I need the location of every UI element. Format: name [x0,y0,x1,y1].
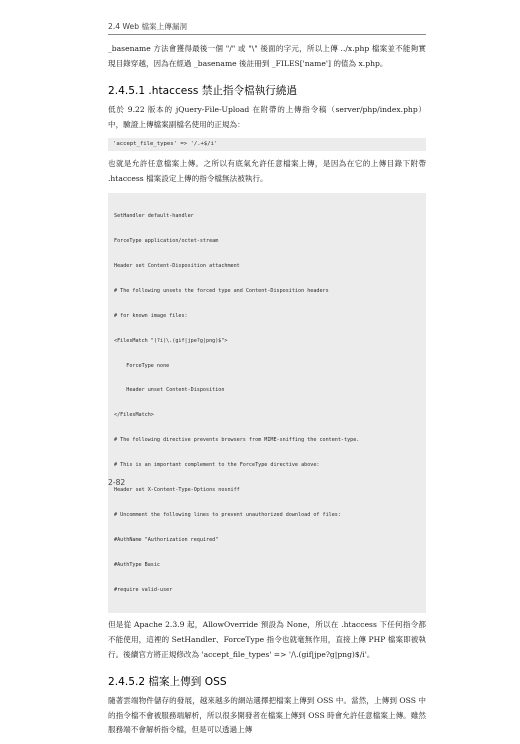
code-accept-file-types: 'accept_file_types' => '/.+$/i' [108,138,426,151]
code-line: #require valid-user [114,586,173,593]
code-line: # Uncomment the following lines to prevent unauthorized download of files: [114,511,341,518]
code-line: Header set Content-Disposition attachment [114,262,240,269]
code-line: </FilesMatch> [114,412,154,419]
code-line: Header set X-Content-Type-Options nosniff [114,486,240,493]
running-title: 2.4 Web 檔案上傳漏洞 [108,22,188,31]
page-number: 2-82 [108,478,126,487]
section-heading-oss: 2.4.5.2 檔案上傳到 OSS [108,676,227,689]
code-line: SetHandler default-handler [114,213,194,220]
paragraph-apache [108,618,426,662]
running-header [108,18,426,35]
section-heading-htaccess: 2.4.5.1 .htaccess 禁止指令檔執行繞過 [108,85,298,98]
paragraph-jquery-upload-text: 低於 9.22 版本的 jQuery-File-Upload 在附帶的上傳指令稿（server/php/index.php）中，驗證上傳檔案副檔名使用的正規為： [108,105,426,129]
code-line: #AuthType Basic [114,561,161,568]
page-body [108,42,426,744]
code-line: <FilesMatch "(?i)\.(gif|jpe?g|png)$"> [114,337,228,344]
code-line: ForceType application/octet-stream [114,238,219,245]
code-line: #AuthName "Authorization required" [114,536,219,543]
paragraph-any-upload [108,157,426,186]
code-line: # The following unsets the forced type and Content-Disposition headers [114,287,329,294]
paragraph-any-upload-text: 也就是允許任意檔案上傳。之所以有底氣允許任意檔案上傳，是因為在它的上傳目錄下附帶 .htaccess 檔案設定上傳的指令檔無法被執行。 [108,159,426,183]
paragraph-basename [108,42,426,71]
paragraph-oss [108,694,426,738]
paragraph-oss-text: 隨著雲端物件儲存的發展，越來越多的網站選擇把檔案上傳到 OSS 中。當然，上傳到 OSS 中的指令檔不會被服務端解析，所以很多開發者在檔案上傳到 OSS 時會允許任意檔案上傳。雖然服務端不會解析指令檔，但是可以透過上傳 [108,696,426,735]
paragraph-jquery-upload [108,103,426,132]
code-line: # for known image files: [114,312,188,319]
paragraph-basename-text: _basename 方法會獲得最後一個 "/" 或 "\" 後面的字元，所以上傳 ../x.php 檔案並不能夠實現目錄穿越，因為在經過 _basename 後註冊到 _FILES['name'] 的值為 x.php。 [108,44,426,68]
code-htaccess [108,193,426,614]
code-line: # The following directive prevents browsers from MIME-sniffing the content-type. [114,437,360,444]
paragraph-apache-text: 但是從 Apache 2.3.9 起，AllowOverride 預設為 None，所以在 .htaccess 下任何指令都不能使用，這裡的 SetHandler、ForceType 指令也就毫無作用，直接上傳 PHP 檔案即被執行。後續官方將正規修改為 'accept_file_types' => '/\.(gif|jpe?g|png)$/i'。 [108,620,426,659]
code-line: # This is an important complement to the ForceType directive above: [114,462,320,469]
code-line: Header unset Content-Disposition [114,387,225,394]
code-line: ForceType none [114,362,170,369]
